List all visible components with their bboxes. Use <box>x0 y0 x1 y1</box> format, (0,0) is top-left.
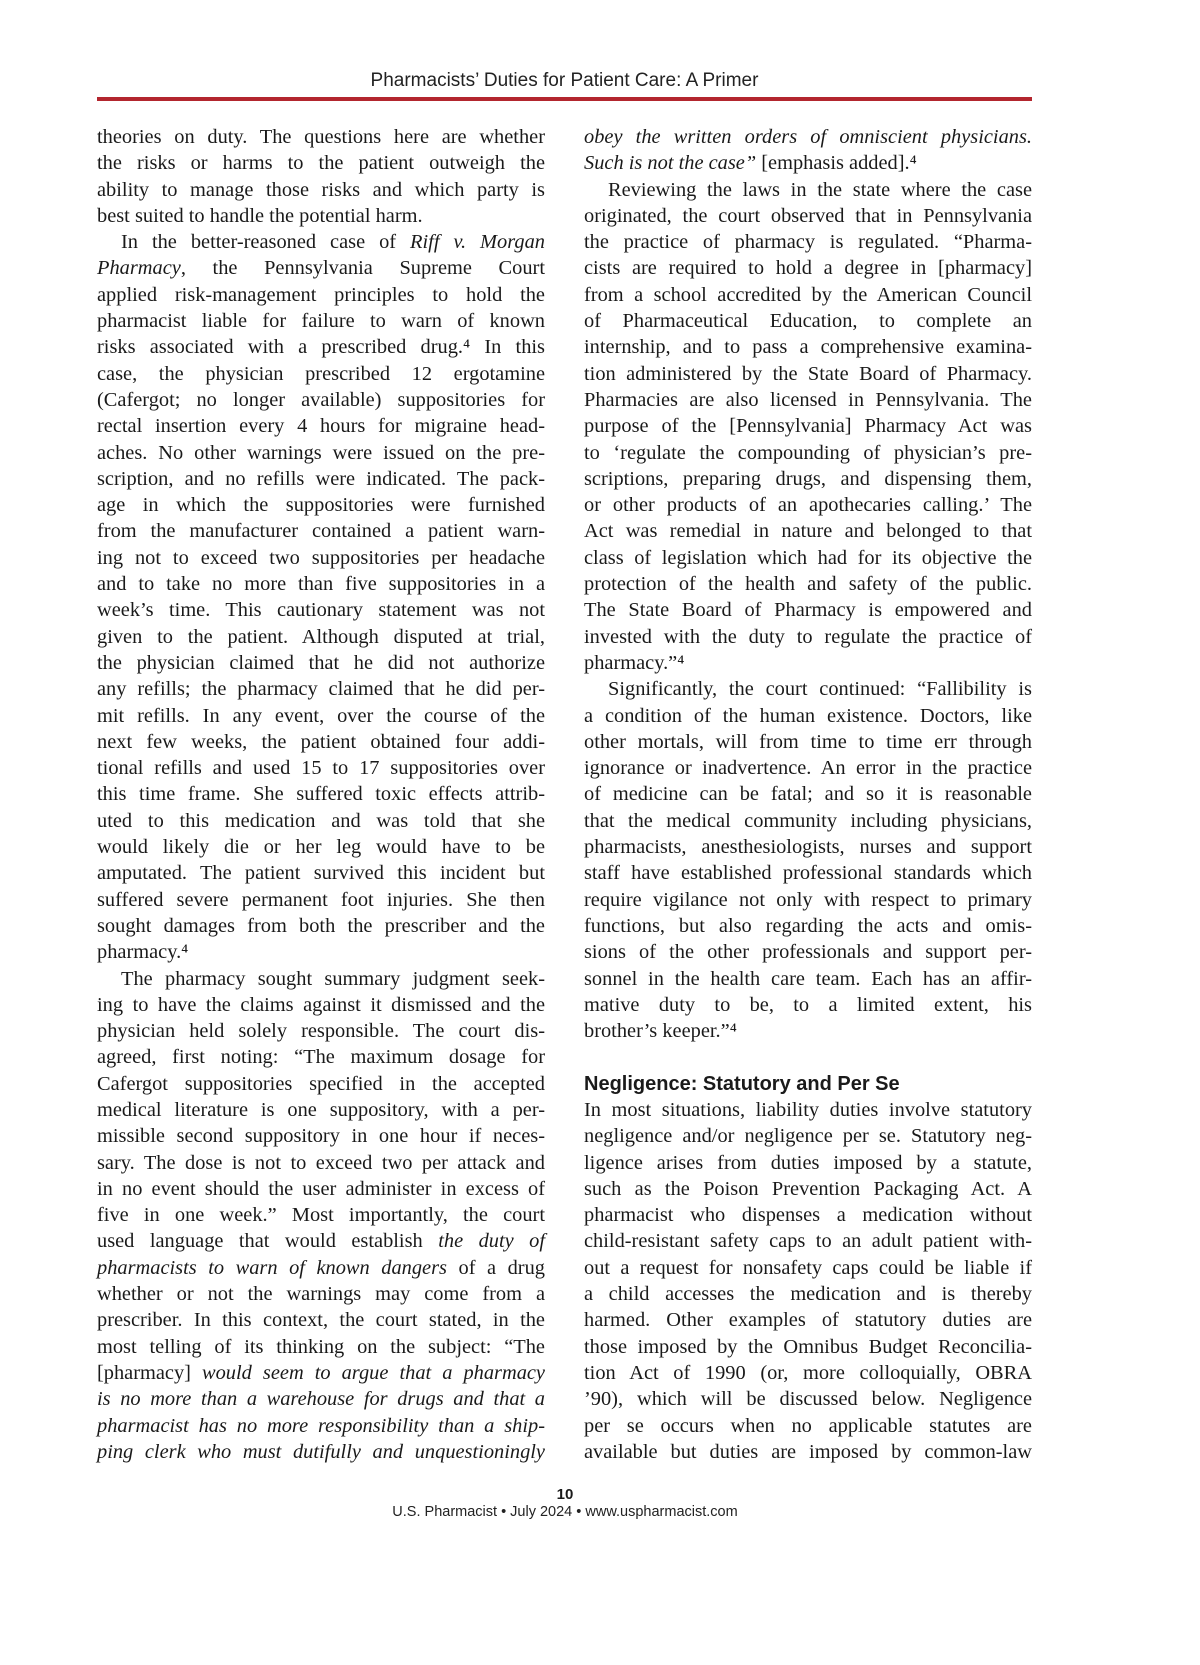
text-run: In most situations, liability duties involve statutory <box>584 1098 1032 1121</box>
text-line <box>97 282 545 308</box>
italic-text-run: pharmacist has no more responsibility than a ship- <box>97 1414 545 1437</box>
text-line <box>584 1334 1032 1360</box>
text-run: The State Board of Pharmacy is empowered and <box>584 599 1032 622</box>
italic-text-run: the duty of <box>438 1230 546 1253</box>
text-line <box>584 676 1032 702</box>
text-run: (Cafergot; no longer available) suppositories for <box>97 388 545 411</box>
text-line <box>584 729 1032 755</box>
text-line <box>97 1018 545 1044</box>
text-line <box>584 860 1032 886</box>
text-run: suffered severe permanent foot injuries. She then <box>97 888 545 911</box>
text-line <box>97 1071 545 1097</box>
text-line <box>97 1228 545 1254</box>
text-line <box>97 255 545 281</box>
text-run: Cafergot suppositories specified in the accepted <box>97 1072 545 1095</box>
text-line <box>584 808 1032 834</box>
text-run: [emphasis added].⁴ <box>756 152 917 175</box>
text-run: given to the patient. Although disputed at trial, <box>97 625 545 648</box>
text-line <box>97 1281 545 1307</box>
text-run: sary. The dose is not to exceed two per attack and <box>97 1151 545 1174</box>
text-run: risks associated with a prescribed drug.⁴ In this <box>97 336 545 359</box>
page-number: 10 <box>556 1486 574 1503</box>
text-line <box>584 518 1032 544</box>
text-run: Pharmacies are also licensed in Pennsylvania. The <box>584 388 1032 411</box>
text-line <box>584 1044 1032 1070</box>
text-run: sions of the other professionals and support per- <box>584 941 1032 964</box>
text-line <box>584 1018 1032 1044</box>
text-run: any refills; the pharmacy claimed that he did per- <box>97 678 545 701</box>
text-run: tional refills and used 15 to 17 suppositories over <box>97 757 545 780</box>
text-line <box>97 1439 545 1465</box>
text-line <box>97 729 545 755</box>
text-line <box>97 781 545 807</box>
text-line <box>584 939 1032 965</box>
text-line <box>97 387 545 413</box>
text-line <box>97 334 545 360</box>
text-run: to ‘regulate the compounding of physician’s pre- <box>584 441 1032 464</box>
text-line <box>584 545 1032 571</box>
text-run: originated, the court observed that in Pennsylvania <box>584 204 1032 227</box>
text-line <box>97 177 545 203</box>
text-run: child-resistant safety caps to an adult patient with- <box>584 1230 1032 1253</box>
text-run: this time frame. She suffered toxic effects attrib- <box>97 783 545 806</box>
text-run: ing not to exceed two suppositories per headache <box>97 546 545 569</box>
text-run: mative duty to be, to a limited extent, his <box>584 993 1032 1016</box>
text-run: cists are required to hold a degree in [pharmacy] <box>584 257 1032 280</box>
text-run: or other products of an apothecaries calling.’ The <box>584 494 1032 517</box>
text-line <box>97 308 545 334</box>
text-line <box>97 1150 545 1176</box>
text-line <box>584 203 1032 229</box>
text-run: amputated. The patient survived this incident but <box>97 862 545 885</box>
text-run: The pharmacy sought summary judgment seek- <box>121 967 545 990</box>
text-run: the physician claimed that he did not authorize <box>97 651 545 674</box>
text-line <box>97 887 545 913</box>
text-run: harmed. Other examples of statutory duties are <box>584 1309 1032 1332</box>
text-run: week’s time. This cautionary statement was not <box>97 599 545 622</box>
text-line <box>97 755 545 781</box>
text-line <box>584 229 1032 255</box>
text-run: rectal insertion every 4 hours for migraine head- <box>97 415 545 438</box>
italic-text-run: pharmacists to warn of known dangers <box>97 1256 447 1279</box>
text-line <box>584 571 1032 597</box>
text-line <box>584 282 1032 308</box>
text-run: the risks or harms to the patient outweigh the <box>97 152 545 175</box>
text-line <box>97 571 545 597</box>
running-header-title: Pharmacists’ Duties for Patient Care: A Primer <box>370 70 759 91</box>
header-rule <box>97 97 1032 101</box>
text-run: class of legislation which had for its objective the <box>584 546 1032 569</box>
text-run: pharmacist liable for failure to warn of known <box>97 310 545 333</box>
text-line <box>97 1176 545 1202</box>
text-line <box>584 1413 1032 1439</box>
text-run: ignorance or inadvertence. An error in the practice <box>584 757 1032 780</box>
text-run: purpose of the [Pennsylvania] Pharmacy Act was <box>584 415 1032 438</box>
text-run: of a drug <box>446 1256 545 1279</box>
text-run: scription, and no refills were indicated. The pack- <box>97 467 545 490</box>
text-line <box>584 150 1032 176</box>
text-run: agreed, first noting: “The maximum dosage for <box>97 1046 545 1069</box>
text-line <box>584 466 1032 492</box>
text-run: theories on duty. The questions here are whether <box>97 126 545 148</box>
text-line <box>584 834 1032 860</box>
text-line <box>584 361 1032 387</box>
text-run: functions, but also regarding the acts and omis- <box>584 914 1032 937</box>
text-line <box>97 466 545 492</box>
text-line <box>97 124 545 150</box>
text-line <box>584 992 1032 1018</box>
text-line <box>584 597 1032 623</box>
text-line <box>584 703 1032 729</box>
text-run: protection of the health and safety of the public. <box>584 573 1032 596</box>
text-run: the practice of pharmacy is regulated. “Pharma- <box>584 231 1032 254</box>
text-line <box>97 939 545 965</box>
text-line <box>584 1281 1032 1307</box>
text-line <box>97 808 545 834</box>
text-line <box>97 1097 545 1123</box>
text-run: ’90), which will be discussed below. Negligence <box>584 1388 1032 1411</box>
text-run: such as the Poison Prevention Packaging Act. A <box>584 1177 1032 1200</box>
text-run: that the medical community including physicians, <box>584 809 1032 832</box>
text-run: case, the physician prescribed 12 ergotamine <box>97 362 545 385</box>
text-run: staff have established professional standards which <box>584 862 1032 885</box>
text-run: five in one week.” Most importantly, the court <box>97 1204 545 1227</box>
text-line <box>584 308 1032 334</box>
text-line <box>97 597 545 623</box>
text-line <box>97 492 545 518</box>
text-run: out a request for nonsafety caps could be liable if <box>584 1256 1032 1279</box>
text-line <box>584 781 1032 807</box>
text-line <box>97 1202 545 1228</box>
text-run: Negligence: Statutory and Per Se <box>584 1072 900 1095</box>
text-line <box>584 1150 1032 1176</box>
text-run: scriptions, preparing drugs, and dispensing them, <box>584 467 1032 490</box>
text-line <box>97 1123 545 1149</box>
text-run: , the Pennsylvania Supreme Court <box>180 257 545 280</box>
text-line <box>97 650 545 676</box>
text-line <box>97 860 545 886</box>
text-run: tion Act of 1990 (or, more colloquially, OBRA <box>584 1361 1032 1384</box>
text-run: [pharmacy] <box>97 1361 203 1384</box>
right-column <box>584 124 1032 1465</box>
text-line <box>97 834 545 860</box>
text-run: next few weeks, the patient obtained four addi- <box>97 730 545 753</box>
text-run: prescriber. In this context, the court stated, in the <box>97 1309 545 1332</box>
text-line <box>584 913 1032 939</box>
text-line <box>97 966 545 992</box>
text-line <box>97 361 545 387</box>
text-run: per se occurs when no applicable statutes are <box>584 1414 1032 1437</box>
text-line <box>584 1228 1032 1254</box>
text-run: of medicine can be fatal; and so it is reasonable <box>584 783 1032 806</box>
text-line <box>97 440 545 466</box>
left-column <box>97 124 545 1465</box>
text-line <box>584 1360 1032 1386</box>
text-run: missible second suppository in one hour if neces- <box>97 1125 545 1148</box>
text-run: of Pharmaceutical Education, to complete an <box>584 310 1032 333</box>
text-run: uted to this medication and was told that she <box>97 809 545 832</box>
text-run: a child accesses the medication and is thereby <box>584 1283 1032 1306</box>
text-line <box>97 1360 545 1386</box>
text-line <box>584 1307 1032 1333</box>
text-line <box>584 413 1032 439</box>
text-run: pharmacy.”⁴ <box>584 651 685 674</box>
text-run: age in which the suppositories were furnished <box>97 494 545 517</box>
text-run: medical literature is one suppository, with a per- <box>97 1098 545 1121</box>
text-line <box>584 1439 1032 1465</box>
text-line <box>584 177 1032 203</box>
text-line <box>584 624 1032 650</box>
text-run: negligence and/or negligence per se. Statutory neg- <box>584 1125 1032 1148</box>
text-run: would likely die or her leg would have to be <box>97 836 545 859</box>
text-line <box>584 755 1032 781</box>
text-run: in no event should the user administer in excess of <box>97 1177 545 1200</box>
text-run: ability to manage those risks and which party is <box>97 178 545 201</box>
text-run: applied risk-management principles to hold the <box>97 283 545 306</box>
text-line <box>584 1255 1032 1281</box>
text-line <box>584 334 1032 360</box>
italic-text-run: is no more than a warehouse for drugs and that a <box>97 1388 545 1411</box>
text-line <box>584 1097 1032 1123</box>
text-run: pharmacists, anesthesiologists, nurses and support <box>584 836 1032 859</box>
text-run: physician held solely responsible. The court dis- <box>97 1020 545 1043</box>
text-run: tion administered by the State Board of Pharmacy. <box>584 362 1032 385</box>
text-run: In the better-reasoned case of <box>121 231 411 254</box>
text-line <box>97 1255 545 1281</box>
italic-text-run: Pharmacy <box>97 257 181 280</box>
text-line <box>584 1123 1032 1149</box>
text-run: require vigilance not only with respect to primary <box>584 888 1032 911</box>
text-line <box>584 255 1032 281</box>
text-run: Significantly, the court continued: “Fallibility is <box>608 678 1032 701</box>
text-line <box>97 413 545 439</box>
text-line <box>97 203 545 229</box>
text-line <box>97 518 545 544</box>
text-run: ing to have the claims against it dismissed and the <box>97 993 545 1016</box>
text-line <box>584 1386 1032 1412</box>
text-line <box>584 1202 1032 1228</box>
italic-text-run: Riff v. Morgan <box>410 231 545 254</box>
text-run: a condition of the human existence. Doctors, like <box>584 704 1032 727</box>
text-run: brother’s keeper.”⁴ <box>584 1020 737 1043</box>
text-run: pharmacist who dispenses a medication without <box>584 1204 1032 1227</box>
section-heading <box>584 1071 1032 1097</box>
text-line <box>97 545 545 571</box>
text-run: best suited to handle the potential harm. <box>97 204 423 227</box>
text-line <box>584 387 1032 413</box>
text-run: used language that would establish <box>97 1230 439 1253</box>
text-run: ligence arises from duties imposed by a statute, <box>584 1151 1032 1174</box>
text-line <box>97 1044 545 1070</box>
italic-text-run: ping clerk who must dutifully and unquestioningly <box>97 1440 545 1463</box>
text-line <box>584 124 1032 150</box>
text-line <box>584 650 1032 676</box>
text-run: and to take no more than five suppositories in a <box>97 573 545 596</box>
text-line <box>97 1386 545 1412</box>
text-line <box>97 1307 545 1333</box>
text-run: those imposed by the Omnibus Budget Reconcilia- <box>584 1335 1032 1358</box>
text-run: sonnel in the health care team. Each has an affir- <box>584 967 1032 990</box>
text-line <box>584 1176 1032 1202</box>
text-run: pharmacy.⁴ <box>97 941 189 964</box>
text-run: aches. No other warnings were issued on the pre- <box>97 441 545 464</box>
text-line <box>584 492 1032 518</box>
text-line <box>97 703 545 729</box>
text-line <box>97 150 545 176</box>
text-line <box>97 1334 545 1360</box>
text-run: available but duties are imposed by common-law <box>584 1440 1032 1463</box>
footer-text: U.S. Pharmacist • July 2024 • www.uspharmacist.com <box>392 1504 738 1520</box>
text-run: Act was remedial in nature and belonged to that <box>584 520 1032 543</box>
text-line <box>97 624 545 650</box>
text-run: mit refills. In any event, over the course of the <box>97 704 545 727</box>
text-line <box>97 913 545 939</box>
text-line <box>97 1413 545 1439</box>
text-run: other mortals, will from time to time err through <box>584 730 1032 753</box>
text-run: internship, and to pass a comprehensive examina- <box>584 336 1032 359</box>
text-line <box>584 887 1032 913</box>
italic-text-run: Such is not the case” <box>584 152 757 175</box>
text-line <box>584 966 1032 992</box>
text-run: from a school accredited by the American Council <box>584 283 1032 306</box>
text-run: from the manufacturer contained a patient warn- <box>97 520 545 543</box>
italic-text-run: obey the written orders of omniscient physicians. <box>584 126 1032 148</box>
text-line <box>97 992 545 1018</box>
text-run: sought damages from both the prescriber and the <box>97 914 545 937</box>
italic-text-run: would seem to argue that a pharmacy <box>202 1361 545 1384</box>
text-line <box>584 440 1032 466</box>
text-line <box>97 229 545 255</box>
text-run: most telling of its thinking on the subject: “The <box>97 1335 545 1358</box>
text-run: invested with the duty to regulate the practice of <box>584 625 1032 648</box>
text-run: whether or not the warnings may come from a <box>97 1283 545 1306</box>
text-run: Reviewing the laws in the state where the case <box>608 178 1032 201</box>
text-line <box>97 676 545 702</box>
